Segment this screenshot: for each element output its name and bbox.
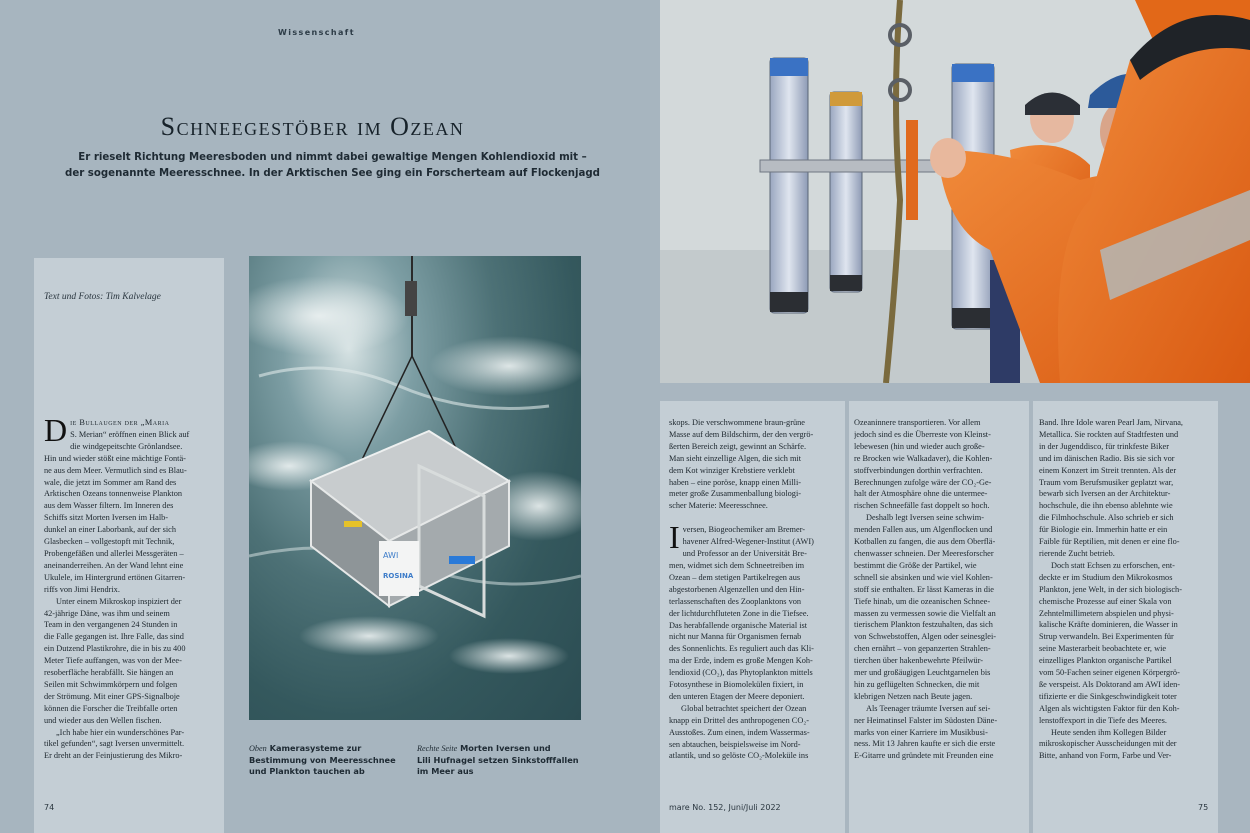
body-line: Probengefäßen und allerlei Messgeräten – [44,548,184,558]
camera-frame-illustration [249,256,581,720]
body-line: deckte er im Studium den Mikrokosmos [1039,572,1173,582]
body-paragraph [44,596,214,727]
body-line: Als Teenager träumte Iversen auf sei- [866,703,991,713]
body-line: Strup verwandeln. Bei Experimenten für [1039,632,1174,642]
buoy-label-rosina: ROSINA [383,572,414,580]
team-photo-illustration [660,0,1250,383]
body-line: klebrigen Netzen nach Beute jagen. [854,691,973,701]
body-line: chenwasser schneien. Der Meeresforscher [854,548,994,558]
body-line: ein Dutzend Plastikrohre, die in bis zu 400 [44,644,186,654]
body-line: Kotballen zu fangen, die aus dem Oberflä- [854,537,996,547]
body-line: Man sieht einzellige Algen, die sich mit [669,453,802,463]
col2-text [669,417,839,762]
body-line: Ausstoßes. Zum einen, indem Wassermas- [669,727,810,737]
body-line: resoberfläche herabfällt. Sie hängen an [44,668,174,678]
body-line: Deshalb legt Iversen seine schwim- [866,513,984,523]
body-line: tifizierte er die Sinkgeschwindigkeit toter [1039,691,1177,701]
body-line: und wieder aus den Wellen fischen. [44,715,162,725]
issue-line: mare No. 152, Juni/Juli 2022 [669,803,781,812]
body-line: Traum vom Berufsmusiker geplatzt war, [1039,477,1174,487]
body-line: sen abtauchen, beispielsweise im Nord- [669,739,801,749]
team-deploying-traps-photo [660,0,1250,383]
caption-left [249,743,399,778]
caption-text: Bestimmung von Meeresschnee [249,754,396,765]
body-line: den unteren Etagen der Meere deponiert. [669,691,805,701]
body-line: Heute senden ihm Kollegen Bilder [1051,727,1167,737]
ocean-camera-photo [249,256,581,720]
dropcap: D [44,412,68,448]
body-line: der lichtdurchfluteten Zone in die Tiefsee. [669,608,809,618]
body-line: dem Kot winziger Krebstiere verklebt [669,465,795,475]
body-line: chen ernährt – von gepanzerten Strahlen- [854,644,991,654]
caption-lead: Oben [249,744,267,753]
body-paragraph [669,417,839,512]
body-line: können die Forscher die Treibfalle orten [44,703,178,713]
body-line: scher Materie: Meeresschnee. [669,501,768,511]
body-paragraph [669,703,839,763]
deck-line: Er rieselt Richtung Meeresboden und nimmt dabei gewaltige Mengen Kohlendioxid mit – [78,152,587,163]
body-line: halt der Atmosphäre ohne die untermee- [854,489,988,499]
body-line: aneinanderreihen. An der Wand lehnt eine [44,560,184,570]
body-line: seine Masterarbeit beobachtete er, wie [1039,644,1167,654]
body-line: von Schwebstoffen, Algen oder seinesglei- [854,632,997,642]
body-line: meter große Zusammenballung biologi- [669,489,802,499]
body-line: Metallica. Sie rockten auf Stadtfesten und [1039,429,1179,439]
body-line: des Sonnenlichts. Es reguliert auch das Kli- [669,644,814,654]
page-number-right: 75 [1198,803,1209,812]
body-line: menden Fallen aus, um Algenflocken und [854,525,993,535]
body-line: Arktischen Ozeans tonnenweise Plankton [44,489,183,499]
body-line: tikel gefunden“, sagt Iversen unvermittelt. [44,739,185,749]
body-line: riffs von Jimi Hendrix. [44,584,120,594]
body-paragraph [1039,727,1211,763]
body-line: vom 50-Fachen seiner eigenen Körpergrö- [1039,668,1180,678]
body-line: versen, Biogeochemiker am Bremer- [682,525,806,535]
body-line: Faible für Reptilien, mit denen er eine flo- [1039,537,1180,547]
body-line: in der Jugenddisco, für trinkfeste Biker [1039,441,1169,451]
body-line: jedoch sind es die Überreste von Kleinst- [854,429,991,439]
body-line: und Professor an der Universität Bre- [682,549,807,559]
body-line: lebewesen (hin und wieder auch große- [854,441,985,451]
body-line: Doch statt Echsen zu erforschen, ent- [1051,560,1175,570]
body-line: 42-jährige Däne, was ihm und seinem [44,608,170,618]
body-line: wale, die jetzt im Sommer am Rand des [44,477,177,487]
caption-lead: Rechte Seite [417,744,458,753]
body-line: skops. Die verschwommene braun-grüne [669,418,805,427]
body-line: stoffverbindungen dorthin verfrachten. [854,465,983,475]
body-paragraph [854,512,1024,703]
body-line: Zehntelmillimetern abspielen und physi- [1039,608,1174,618]
body-line: Fotosynthese in Biomolekülen fixiert, in [669,680,804,690]
body-line: Meter Tiefe auffangen, was von der Mee- [44,656,182,666]
intro-paragraph [44,412,214,596]
body-line: hin zu geflügelten Schnecken, die mit [854,679,980,689]
deck [40,150,625,181]
body-line: Er dreht an der Feinjustierung des Mikro- [44,751,183,761]
body-line: „Ich habe hier ein wunderschönes Par- [56,727,185,737]
body-line: re Brocken wie Walkadaver), die Kohlen- [854,453,993,463]
buoy-label-awi: AWI [383,551,399,560]
body-paragraph [44,727,214,763]
body-line: der Strömung. Mit einer GPS-Signalboje [44,691,180,701]
body-paragraph [1039,417,1211,560]
body-line: tierischem Plankton festzuhalten, das sich [854,620,993,630]
body-line: schnell sie absinken und wie viel Kohlen- [854,572,993,582]
body-line: mikroskopischer Ausscheidungen mit der [1039,739,1177,749]
body-paragraph [669,519,839,703]
body-line: ma der Erde, indem es große Mengen Koh- [669,656,813,666]
body-line: ness. Mit 13 Jahren kaufte er sich die erste [854,739,996,749]
deck-line: der sogenannte Meeresschnee. In der Arktischen See ging ein Forscherteam auf Flockenjagd [65,167,600,179]
body-line: ße verspeist. Als Doktorand am AWI iden- [1039,679,1181,689]
body-line: chemische Prozesse auf einer Skala von [1039,596,1172,606]
caption-right [417,743,617,778]
body-line: Das herabfallende organische Material ist [669,620,808,630]
body-paragraph [1039,560,1211,727]
body-line: Tiefe hinab, um die ozeanischen Schnee- [854,596,991,606]
body-line: Ozean – dem stetigen Partikelregen aus [669,572,801,582]
body-line: nicht nur Manna für Organismen fernab [669,632,802,642]
body-line: men, widmet sich dem Schneetreiben im [669,560,805,570]
body-line: tierchen über hakenbewehrte Pfeilwür- [854,656,984,666]
body-line: bestimmt die Größe der Partikel, wie [854,560,977,570]
body-line: kalische Kräfte dominieren, die Wasser in [1039,620,1178,630]
body-line: Masse auf dem Bildschirm, der den vergrö- [669,429,814,439]
dropcap: I [669,519,680,556]
body-line: einem Konzert im Streit trennten. Als der [1039,465,1177,475]
body-line: ner Heimatinsel Falster im Südosten Däne- [854,715,998,725]
body-line: die windgepeitschte Grönlandsee. [70,441,183,451]
body-line: lenstoffexport in die Tiefe des Meeres. [1039,715,1167,725]
body-line: marks von einer Karriere im Musikbusi- [854,727,988,737]
body-line: rierende Zucht betrieb. [1039,548,1115,558]
body-line: mer und großäugigen Leuchtgarnelen bis [854,668,991,678]
body-line: Unter einem Mikroskop inspiziert der [56,596,182,606]
col3-text [854,417,1024,762]
page-number-left: 74 [44,803,55,812]
body-line: Ukulele, im Hintergrund ertönen Gitarren- [44,572,186,582]
body-line: terlassenschaften des Zooplanktons von [669,596,802,606]
body-line: Seilen mit Schwimmkörpern und folgen [44,679,178,689]
body-line: ne aus dem Meer. Vermutlich sind es Blau- [44,465,187,475]
body-line: Ozeaninnere transportieren. Vor allem [854,418,981,427]
caption-text: Lili Hufnagel setzen Sinkstofffallen [417,754,579,765]
body-line: stoff sie enthalten. Er lässt Kameras in die [854,584,994,594]
headline: Schneegestöber im Ozean [160,112,465,141]
body-line: rischen Schneefälle fast doppelt so hoch. [854,501,990,511]
body-line: die Falle gegangen ist. Ihre Falle, das sind [44,632,184,642]
caption-text: Morten Iversen und [460,743,551,753]
body-line: bewarb sich Iversen an der Architektur- [1039,489,1171,499]
body-line: haben – eine poröse, knapp einen Milli- [669,477,802,487]
left-column-text [44,412,214,762]
byline: Text und Fotos: Tim Kalvelage [44,292,161,302]
body-line: abgestorbenen Algenzellen und den Hin- [669,584,805,594]
body-line: Bitte, anhand von Form, Farbe und Ver- [1039,751,1172,761]
caption-text: und Plankton tauchen ab [249,766,365,776]
body-paragraph [854,703,1024,763]
body-line: Hin und wieder stößt eine mächtige Fontä- [44,453,186,463]
body-line: Global betrachtet speichert der Ozean [681,703,807,713]
caption-text: Kamerasysteme zur [269,743,362,753]
body-line: aus dem Wasser filtern. Im Inneren des [44,501,174,511]
body-line: für Biologie ein. Immerhin hatte er ein [1039,525,1168,535]
body-line: dunkel an einer Laborbank, auf der sich [44,525,177,535]
body-line: Algen als wichtigsten Faktor für den Koh- [1039,703,1180,713]
body-paragraph [854,417,1024,512]
body-line: E-Gitarre und gründete mit Freunden eine [854,751,994,761]
body-line: Glasbecken – vollgestopft mit Technik, [44,537,175,547]
body-line: die Filmhochschule. Also schrieb er sich [1039,513,1174,523]
body-line: Band. Ihre Idole waren Pearl Jam, Nirvana, [1039,418,1183,427]
body-line: atlantik, und so gelöste CO₂-Moleküle ins [669,751,809,761]
col4-text [1039,417,1211,762]
body-line: und im dänischen Radio. Bis sie sich vor [1039,453,1175,463]
body-line: ie Bullaugen der „Maria [70,418,170,427]
body-line: S. Merian“ eröffnen einen Blick auf [70,429,190,439]
body-line: hochschule, die ihn ebenso ablehnte wie [1039,501,1173,511]
body-line: havener Alfred-Wegener-Institut (AWI) [682,537,814,547]
body-line: Schiffs sitzt Morten Iversen im Halb- [44,513,169,523]
section-label: Wissenschaft [278,28,355,37]
body-line: Berechnungen zufolge wäre der CO₂-Ge- [854,477,992,487]
body-line: einzelliges Plankton organische Partikel [1039,656,1172,666]
body-line: massen zu vermessen sowie die Vielfalt an [854,608,996,618]
caption-text: im Meer aus [417,766,474,776]
body-line: lendioxid (CO₂), das Phytoplankton mittels [669,668,813,678]
body-line: knapp ein Drittel des anthropogenen CO₂- [669,715,809,725]
body-line: ßerten Bereich zeigt, gewinnt an Schärfe. [669,441,807,451]
body-line: Team in den vergangenen 24 Stunden in [44,620,178,630]
body-line: Plankton, jene Welt, in der sich biologisch- [1039,584,1182,594]
